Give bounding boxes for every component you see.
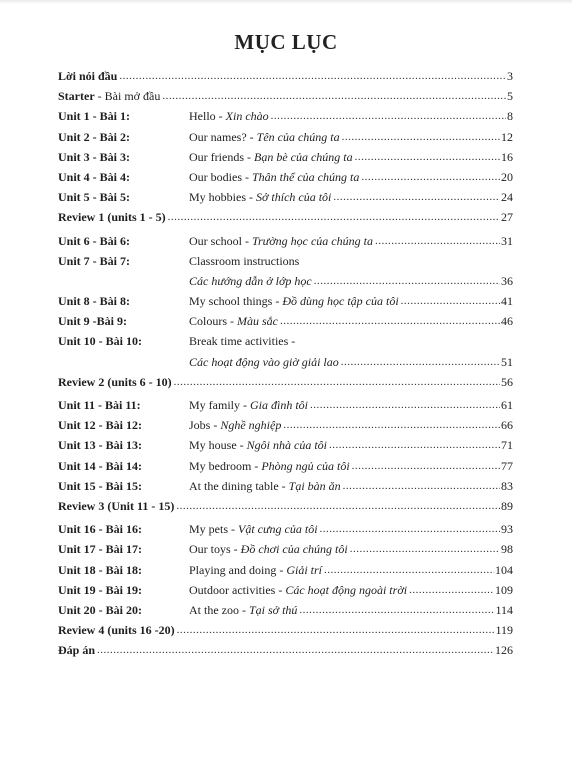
- dot-leader: [343, 476, 500, 496]
- page-number: 56: [501, 374, 513, 389]
- entry-label: Unit 9 -Bài 9:: [58, 314, 127, 329]
- top-shadow: [0, 0, 572, 4]
- toc-entry-continuation[interactable]: [58, 271, 513, 291]
- title-vn: Các hoạt động ngoài trời: [285, 582, 408, 597]
- entry-label: Unit 16 - Bài 16:: [58, 522, 142, 537]
- toc-entry[interactable]: [58, 187, 513, 207]
- title-en: Jobs -: [189, 418, 221, 433]
- title-en: At the zoo -: [189, 602, 249, 617]
- toc-entry[interactable]: [58, 372, 513, 392]
- entry-label-bold: Starter: [58, 89, 95, 104]
- dot-leader: [162, 86, 506, 106]
- title-en: My pets -: [189, 522, 238, 537]
- toc-entry[interactable]: [58, 106, 513, 126]
- page-number: 89: [501, 498, 513, 513]
- title-vn: Vật cưng của tôi: [238, 522, 318, 537]
- toc-entry[interactable]: [58, 311, 513, 331]
- title-en: Playing and doing -: [189, 562, 287, 577]
- entry-label: Unit 1 - Bài 1:: [58, 109, 130, 124]
- entry-title: [189, 127, 340, 147]
- dot-leader: [299, 600, 494, 620]
- title-en: My hobbies -: [189, 190, 256, 205]
- title-vn: Đồ dùng học tập của tôi: [282, 294, 399, 309]
- entry-label: Unit 13 - Bài 13:: [58, 438, 142, 453]
- page-number: 71: [501, 438, 513, 453]
- dot-leader: [333, 187, 500, 207]
- page-number: 104: [495, 562, 513, 577]
- toc-entry[interactable]: [58, 231, 513, 251]
- entry-label: Review 1 (units 1 - 5): [58, 210, 166, 225]
- title-en: Outdoor activities -: [189, 582, 286, 597]
- toc-entry[interactable]: [58, 519, 513, 539]
- entry-title: [189, 600, 297, 620]
- toc-entry[interactable]: [58, 127, 513, 147]
- dot-leader: [119, 66, 506, 86]
- page-number: 16: [501, 149, 513, 164]
- toc-entry[interactable]: [58, 167, 513, 187]
- dot-leader: [355, 147, 500, 167]
- dot-leader: [314, 271, 500, 291]
- toc-entry[interactable]: [58, 539, 513, 559]
- dot-leader: [401, 291, 500, 311]
- dot-leader: [97, 640, 494, 660]
- title-vn: Thân thể của chúng ta: [252, 169, 360, 184]
- toc-entry[interactable]: [58, 291, 513, 311]
- entry-label: Unit 8 - Bài 8:: [58, 294, 130, 309]
- entry-label: Unit 11 - Bài 11:: [58, 398, 141, 412]
- entry-label: Unit 17 - Bài 17:: [58, 542, 142, 557]
- entry-label: Unit 14 - Bài 14:: [58, 458, 142, 473]
- page-number: 51: [501, 354, 513, 369]
- entry-label: Đáp án: [58, 643, 96, 658]
- entry-label: [58, 86, 160, 106]
- dot-leader: [361, 167, 500, 187]
- page-number: 36: [501, 273, 513, 288]
- dot-leader: [283, 415, 500, 435]
- page-number: 31: [501, 233, 513, 248]
- title-vn: Gia đình tôi: [250, 398, 309, 412]
- page-number: 27: [501, 210, 513, 225]
- title-vn: Nghề nghiệp: [220, 418, 282, 433]
- page-number: 8: [507, 109, 513, 124]
- entry-title: [189, 539, 348, 559]
- title-en: My school things -: [189, 294, 283, 309]
- title-vn: Giải trí: [286, 562, 322, 577]
- entry-label: Unit 5 - Bài 5:: [58, 190, 130, 205]
- entry-title: [189, 167, 359, 187]
- entry-label: Unit 6 - Bài 6:: [58, 233, 130, 248]
- page-number: 119: [495, 623, 513, 638]
- entry-title: [189, 456, 350, 476]
- entry-title: [189, 435, 327, 455]
- dot-leader: [177, 620, 495, 640]
- entry-title: [189, 291, 399, 311]
- table-of-contents: [58, 66, 513, 660]
- title-en: My house -: [189, 438, 247, 453]
- title-en: My family -: [189, 398, 250, 412]
- entry-title: [189, 251, 299, 271]
- toc-entry[interactable]: [58, 580, 513, 600]
- title-en: Classroom instructions: [189, 253, 300, 268]
- entry-label: Lời nói đầu: [58, 69, 118, 83]
- title-vn: Trường học của chúng ta: [252, 233, 373, 248]
- page-number: 24: [501, 190, 513, 205]
- page-number: 77: [501, 458, 513, 473]
- dot-leader: [341, 352, 500, 372]
- page-number: 12: [501, 129, 513, 144]
- title-vn: Sở thích của tôi: [256, 190, 332, 205]
- entry-title: [189, 331, 295, 351]
- toc-entry[interactable]: [58, 251, 513, 271]
- toc-entry[interactable]: [58, 560, 513, 580]
- title-en: Our friends -: [189, 149, 254, 164]
- entry-title: [189, 311, 278, 331]
- page-number: 126: [495, 643, 513, 658]
- dot-leader: [280, 311, 500, 331]
- entry-label: Unit 12 - Bài 12:: [58, 418, 142, 433]
- page-number: 93: [501, 522, 513, 537]
- title-en: Break time activities -: [189, 334, 296, 349]
- entry-title: [189, 187, 331, 207]
- title-en: Our bodies -: [189, 169, 252, 184]
- entry-title: [189, 106, 269, 126]
- page-number: 20: [501, 169, 513, 184]
- dot-leader: [168, 207, 500, 227]
- dot-leader: [320, 519, 500, 539]
- dot-leader: [352, 456, 500, 476]
- dot-leader: [176, 496, 500, 516]
- dot-leader: [324, 560, 494, 580]
- title-vn: Màu sắc: [237, 314, 278, 329]
- toc-entry[interactable]: [58, 395, 513, 415]
- dot-leader: [329, 435, 500, 455]
- dot-leader: [310, 395, 500, 415]
- entry-label: Review 3 (Unit 11 - 15): [58, 498, 175, 513]
- toc-entry[interactable]: [58, 207, 513, 227]
- entry-title: [189, 580, 407, 600]
- dot-leader: [350, 539, 500, 559]
- entry-label: Review 4 (units 16 -20): [58, 623, 175, 638]
- entry-label: Unit 15 - Bài 15:: [58, 478, 142, 493]
- page-number: 41: [501, 294, 513, 309]
- toc-entry[interactable]: [58, 86, 513, 106]
- page-number: 46: [501, 314, 513, 329]
- entry-title: [189, 271, 312, 291]
- entry-title: [189, 147, 353, 167]
- entry-label: Unit 10 - Bài 10:: [58, 334, 142, 349]
- title-vn: Các hướng dẫn ở lớp học: [189, 273, 312, 288]
- entry-title: [189, 560, 322, 580]
- toc-entry[interactable]: [58, 415, 513, 435]
- title-en: Our names? -: [189, 129, 257, 144]
- toc-entry[interactable]: [58, 456, 513, 476]
- dot-leader: [375, 231, 500, 251]
- page-number: 83: [501, 478, 513, 493]
- toc-entry[interactable]: [58, 331, 513, 351]
- title-en: Our toys -: [189, 542, 241, 557]
- title-en: Hello -: [189, 109, 226, 124]
- toc-entry[interactable]: [58, 147, 513, 167]
- entry-label: Unit 2 - Bài 2:: [58, 129, 130, 144]
- dot-leader: [342, 127, 500, 147]
- title-vn: Xin chào: [225, 109, 269, 124]
- page-number: 66: [501, 418, 513, 433]
- title-vn: Tại sở thú: [248, 602, 298, 617]
- entry-label: Unit 18 - Bài 18:: [58, 562, 142, 577]
- toc-entry[interactable]: [58, 476, 513, 496]
- title-vn: Bạn bè của chúng ta: [253, 149, 353, 164]
- toc-entry-continuation[interactable]: [58, 352, 513, 372]
- toc-entry[interactable]: [58, 640, 513, 660]
- entry-title: [189, 476, 341, 496]
- entry-title: [189, 395, 308, 415]
- page-number: 98: [501, 542, 513, 557]
- entry-title: [189, 352, 339, 372]
- title-vn: Đồ chơi của chúng tôi: [240, 542, 348, 557]
- page-number: 109: [495, 582, 513, 597]
- page-title: MỤC LỤC: [234, 30, 338, 54]
- title-en: Our school -: [189, 233, 252, 248]
- toc-entry[interactable]: [58, 620, 513, 640]
- entry-label: Unit 19 - Bài 19:: [58, 582, 142, 597]
- toc-entry[interactable]: [58, 600, 513, 620]
- title-en: At the dining table -: [189, 478, 289, 493]
- entry-title: [189, 519, 318, 539]
- entry-label-sub: - Bài mở đầu: [94, 89, 161, 104]
- entry-label: Unit 4 - Bài 4:: [58, 169, 130, 184]
- toc-entry[interactable]: [58, 496, 513, 516]
- toc-entry[interactable]: [58, 66, 513, 86]
- title-vn: Tại bàn ăn: [288, 478, 341, 493]
- title-vn: Phòng ngủ của tôi: [261, 458, 350, 473]
- entry-label: Unit 7 - Bài 7:: [58, 253, 130, 268]
- entry-label: Unit 3 - Bài 3:: [58, 149, 130, 164]
- dot-leader: [174, 372, 500, 392]
- title-en: Colours -: [189, 314, 237, 329]
- page-number: 114: [495, 602, 513, 617]
- toc-entry[interactable]: [58, 435, 513, 455]
- page-number: 61: [501, 398, 513, 412]
- entry-title: [189, 231, 373, 251]
- title-vn: Tên của chúng ta: [256, 129, 340, 144]
- page-number: 5: [507, 89, 513, 104]
- page-number: 3: [507, 69, 513, 83]
- title-vn: Các hoạt động vào giờ giải lao: [189, 354, 339, 369]
- title-vn: Ngôi nhà của tôi: [246, 438, 328, 453]
- dot-leader: [271, 106, 506, 126]
- entry-label: Unit 20 - Bài 20:: [58, 602, 142, 617]
- dot-leader: [409, 580, 494, 600]
- title-en: My bedroom -: [189, 458, 262, 473]
- entry-label: Review 2 (units 6 - 10): [58, 374, 172, 389]
- entry-title: [189, 415, 281, 435]
